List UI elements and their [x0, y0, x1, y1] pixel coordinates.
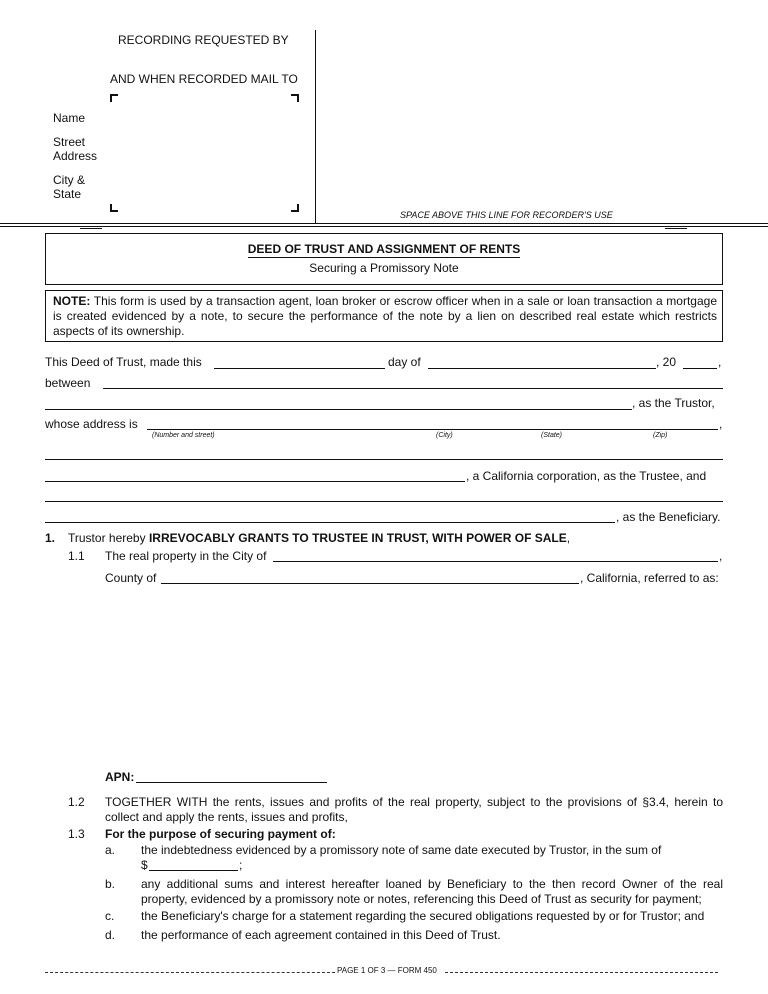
- county-of-label: County of: [105, 571, 157, 585]
- year-prefix: , 20: [656, 355, 677, 369]
- item-a-letter: a.: [105, 843, 116, 857]
- beneficiary-field-1[interactable]: [45, 501, 723, 502]
- made-this-label: This Deed of Trust, made this: [45, 355, 202, 369]
- section-1-grant-end: ,: [566, 531, 571, 545]
- item-b-letter: b.: [105, 877, 116, 891]
- hint-zip: (Zip): [653, 432, 668, 439]
- document-subtitle: Securing a Promissory Note: [309, 261, 459, 275]
- day-of-label: day of: [388, 355, 421, 369]
- apn-field[interactable]: [136, 782, 327, 783]
- recorder-tick-right: [665, 228, 687, 229]
- as-trustee-label: , a California corporation, as the Trustee, and: [466, 469, 707, 483]
- section-1-heading: [68, 531, 570, 545]
- address-end: ,: [719, 417, 723, 431]
- section-1-lead: Trustor hereby: [68, 531, 146, 545]
- item-b-text: any additional sums and interest hereafter loaned by Beneficiary to the then record Owner of the real property, evidenced by a promissory note or notes, referencing this Deed of Trust as security for payment;: [141, 877, 723, 906]
- note-paragraph: [53, 294, 717, 339]
- section-1-grant: IRREVOCABLY GRANTS TO TRUSTEE IN TRUST, WITH POWER OF SALE: [148, 531, 567, 545]
- hint-state: (State): [541, 432, 563, 439]
- section-1-3-number: 1.3: [68, 827, 85, 841]
- document-title: DEED OF TRUST AND ASSIGNMENT OF RENTS: [247, 242, 521, 256]
- state-label: State: [53, 187, 82, 201]
- section-1-1-text: The real property in the City of: [105, 549, 267, 563]
- item-a-text: the indebtedness evidenced by a promissory note of same date executed by Trustor, in the sum of: [141, 843, 662, 857]
- city-label: City &: [53, 173, 86, 187]
- section-1-1-number: 1.1: [68, 549, 85, 563]
- county-field[interactable]: [161, 583, 579, 584]
- as-beneficiary-label: , as the Beneficiary.: [616, 510, 721, 524]
- bracket-bottom-left: [110, 204, 118, 212]
- legal-description-area[interactable]: [105, 595, 718, 765]
- section-1-2-number: 1.2: [68, 795, 85, 809]
- as-trustor-label: , as the Trustor,: [632, 396, 715, 410]
- year-suffix: ,: [718, 355, 722, 369]
- sum-end: ;: [239, 858, 243, 872]
- title-box: [45, 233, 723, 285]
- made-this-day-field[interactable]: [214, 368, 385, 369]
- recorder-line-2: [0, 226, 768, 227]
- header-divider: [315, 30, 316, 223]
- note-text: This form is used by a transaction agent, loan broker or escrow officer when in a sale or loan transaction a mortgage is created evidenced by a note, to secure the performance of the note by a lien on described real estate which restricts aspects of its ownership.: [53, 294, 718, 338]
- item-d-letter: d.: [105, 928, 116, 942]
- trustor-address-field[interactable]: [147, 429, 718, 430]
- note-label: NOTE:: [53, 294, 91, 308]
- section-1-2-text: TOGETHER WITH the rents, issues and profits of the real property, subject to the provisions of §3.4, herein to collect and apply the rents, issues and profits,: [105, 795, 723, 824]
- section-1-3-text: For the purpose of securing payment of:: [105, 827, 336, 841]
- city-field[interactable]: [273, 561, 718, 562]
- page-footer: PAGE 1 OF 3 — FORM 450: [337, 966, 437, 975]
- note-box: [45, 290, 723, 342]
- address-label: Address: [53, 149, 98, 163]
- apn-label: APN:: [105, 770, 135, 784]
- section-1-number: 1.: [45, 531, 56, 545]
- bracket-bottom-right: [291, 204, 299, 212]
- sum-dollar: $: [141, 858, 148, 872]
- hint-city: (City): [436, 432, 453, 439]
- sum-field[interactable]: [149, 870, 238, 871]
- footer-dash-left: [45, 972, 335, 973]
- california-ref-label: , California, referred to as:: [580, 571, 719, 585]
- recorder-use-label: SPACE ABOVE THIS LINE FOR RECORDER'S USE: [400, 210, 613, 220]
- trustee-field-2[interactable]: [45, 481, 465, 482]
- trustor-field[interactable]: [45, 409, 632, 410]
- name-label: Name: [53, 111, 86, 125]
- item-c-letter: c.: [105, 909, 115, 923]
- recording-requested-label: RECORDING REQUESTED BY: [118, 33, 289, 47]
- recorder-line-1: [0, 223, 768, 224]
- item-d-text: the performance of each agreement contained in this Deed of Trust.: [141, 928, 501, 942]
- item-c-text: the Beneficiary's charge for a statement regarding the secured obligations requested by or for Trustor; and: [141, 909, 705, 923]
- recorder-tick-left: [80, 228, 102, 229]
- year-field[interactable]: [683, 368, 717, 369]
- whose-address-label: whose address is: [45, 417, 138, 431]
- mail-to-label: AND WHEN RECORDED MAIL TO: [110, 72, 298, 86]
- month-field[interactable]: [428, 368, 656, 369]
- between-field[interactable]: [103, 388, 723, 389]
- bracket-top-right: [291, 94, 299, 102]
- bracket-top-left: [110, 94, 118, 102]
- section-1-1-end: ,: [719, 549, 723, 563]
- footer-dash-right: [445, 972, 718, 973]
- beneficiary-field-2[interactable]: [45, 522, 615, 523]
- hint-street: (Number and street): [152, 432, 215, 439]
- trustee-field-1[interactable]: [45, 459, 723, 460]
- between-label: between: [45, 376, 91, 390]
- street-label: Street: [53, 135, 86, 149]
